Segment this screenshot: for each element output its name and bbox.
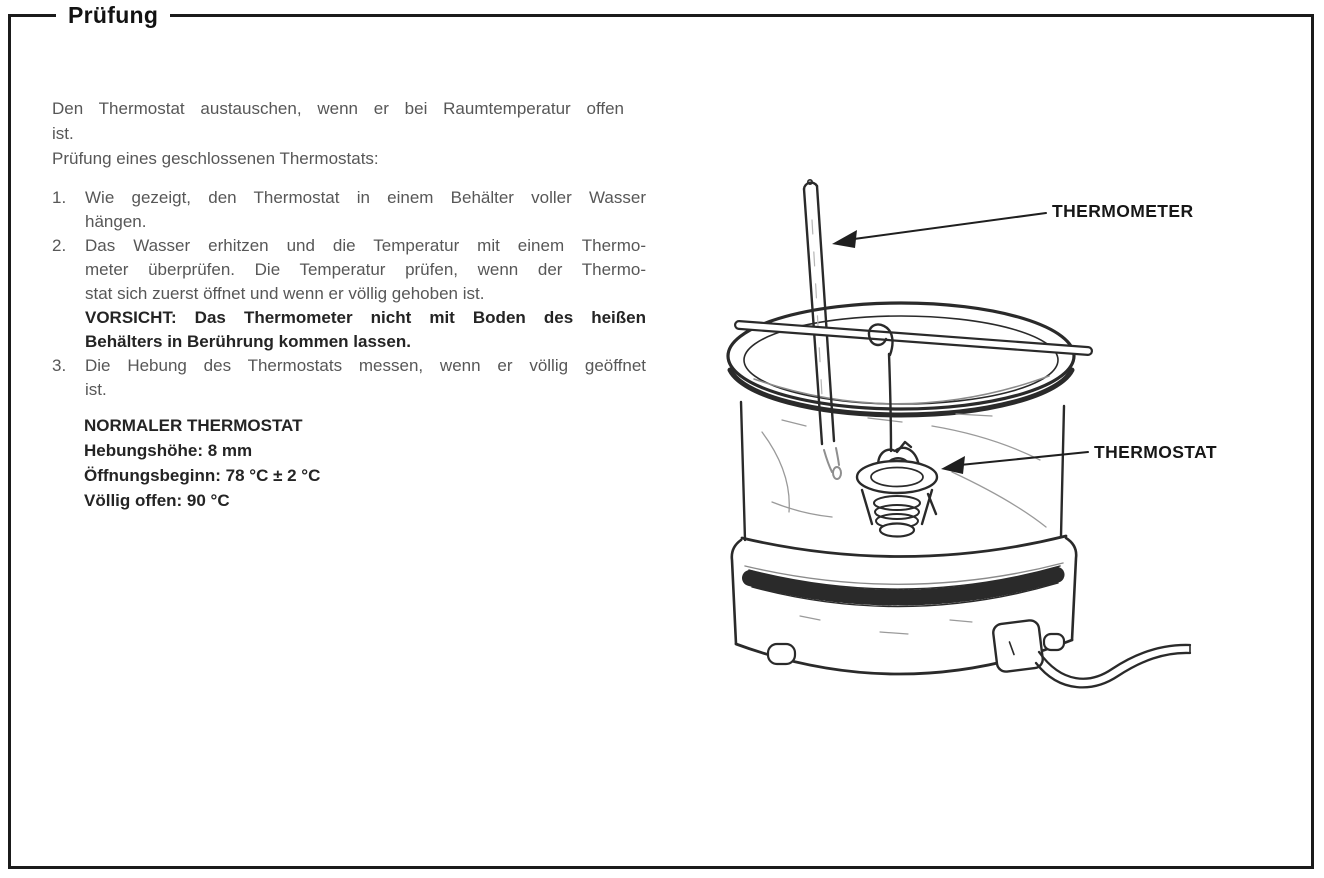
steps-list [52, 186, 646, 402]
beaker-wall-right [1061, 406, 1064, 536]
thermometer-arrow [832, 213, 1046, 248]
hotplate-foot-left [768, 644, 795, 664]
intro-line: ist. [52, 124, 74, 143]
step-item-3 [52, 354, 646, 402]
caution-line: Behälters in Berührung kommen lassen. [85, 332, 411, 351]
spec-title: NORMALER THERMOSTAT [84, 416, 303, 435]
thermostat-drawing [857, 442, 937, 537]
step-number: 2. [52, 236, 67, 255]
caution-line: VORSICHT: Das Thermometer nicht mit Boden des heißen [85, 308, 646, 327]
page-title: Prüfung [56, 2, 170, 29]
step-line: hängen. [85, 212, 147, 231]
thermometer-label: THERMOMETER [1052, 201, 1194, 221]
spec-row: Öffnungsbeginn: 78 °C ± 2 °C [84, 466, 321, 485]
hook-wire-drawing [869, 324, 893, 451]
step-line: Das Wasser erhitzen und die Temperatur mit einem Thermo- [85, 236, 646, 255]
spec-block [84, 413, 414, 513]
step-number: 3. [52, 356, 67, 375]
thermostat-test-illustration [660, 150, 1320, 720]
spec-row: Völlig offen: 90 °C [84, 491, 230, 510]
spec-row: Hebungshöhe: 8 mm [84, 441, 253, 460]
intro-line: Prüfung eines geschlossenen Thermostats: [52, 149, 379, 168]
step-item-1 [52, 186, 646, 234]
step-line: Die Hebung des Thermostats messen, wenn er völlig geöffnet [85, 356, 646, 375]
power-cord-drawing [992, 619, 1190, 687]
hotplate-foot-right [1044, 634, 1064, 650]
thermostat-arrow [941, 452, 1088, 474]
beaker-wall-left [741, 402, 745, 540]
intro-paragraph [52, 96, 624, 171]
step-number: 1. [52, 188, 67, 207]
step-line: ist. [85, 380, 107, 399]
step-line: meter überprüfen. Die Temperatur prüfen, wenn der Thermo- [85, 260, 646, 279]
beaker-bottom [742, 536, 1066, 557]
thermostat-label: THERMOSTAT [1094, 442, 1217, 462]
intro-line: Den Thermostat austauschen, wenn er bei Raumtemperatur offen [52, 99, 624, 118]
step-line: Wie gezeigt, den Thermostat in einem Behälter voller Wasser [85, 188, 646, 207]
step-item-2 [52, 234, 646, 354]
step-line: stat sich zuerst öffnet und wenn er völlig gehoben ist. [85, 284, 485, 303]
